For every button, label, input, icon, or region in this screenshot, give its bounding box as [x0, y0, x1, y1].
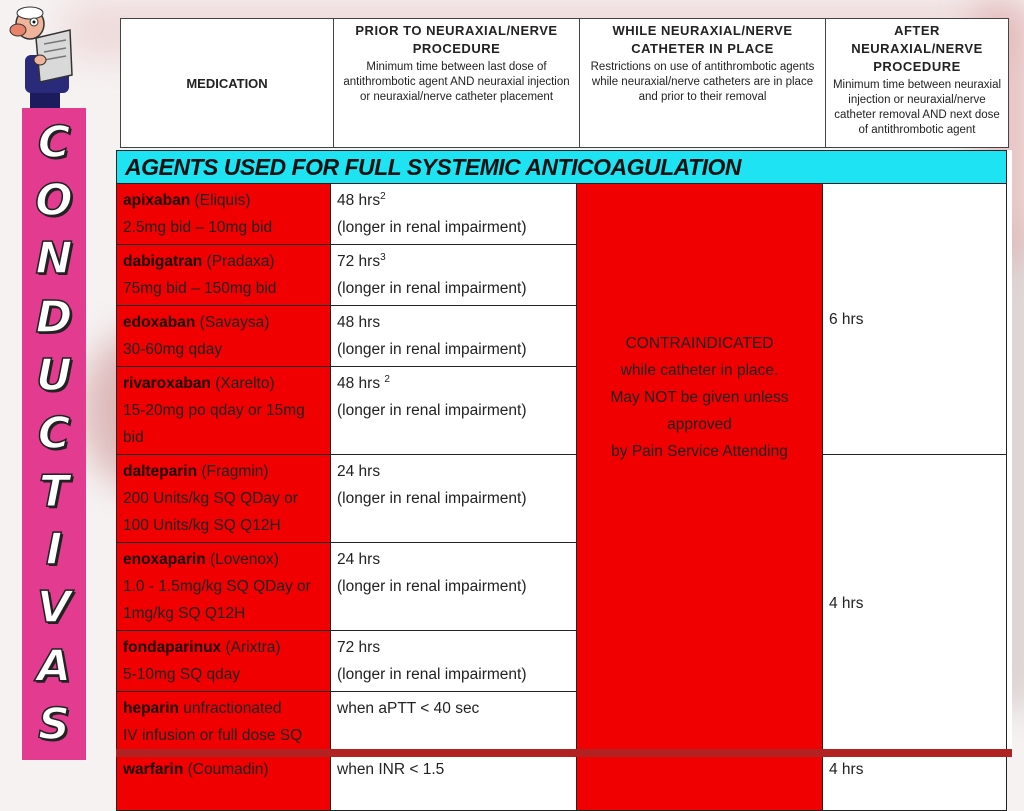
prior-time: 48 hrs — [337, 375, 385, 392]
prior-cell — [331, 692, 577, 753]
prior-header — [334, 19, 580, 148]
title-letter: S — [38, 698, 70, 750]
drug-name: dabigatran — [123, 253, 203, 270]
title-letter: O — [35, 175, 73, 227]
title-letter: A — [36, 640, 72, 692]
prior-note: (longer in renal impairment) — [337, 219, 527, 236]
prior-cell — [331, 455, 577, 543]
prior-note: (longer in renal impairment) — [337, 402, 527, 419]
anticoagulation-table — [116, 150, 1007, 811]
after-cell-warfarin — [823, 753, 1007, 811]
drug-brand: (Lovenox) — [205, 551, 279, 568]
table-row — [117, 753, 1007, 811]
drug-dose: 15-20mg po qday or 15mg bid — [123, 402, 305, 446]
prior-note: (longer in renal impairment) — [337, 341, 527, 358]
drug-cell — [117, 306, 331, 367]
table-row — [117, 184, 1007, 245]
drug-brand: (Xarelto) — [210, 375, 275, 392]
table-row — [117, 455, 1007, 543]
title-letter: C — [37, 407, 71, 459]
drug-cell — [117, 692, 331, 753]
title-letter: I — [45, 524, 63, 576]
prior-time: 48 hrs — [337, 192, 381, 209]
contra-line1: CONTRAINDICATED — [625, 334, 774, 352]
prior-time: 24 hrs — [337, 551, 381, 568]
drug-name: enoxaparin — [123, 551, 206, 568]
drug-brand: unfractionated — [178, 700, 282, 717]
prior-cell — [331, 367, 577, 455]
title-letter: U — [36, 349, 72, 401]
prior-cell — [331, 631, 577, 692]
drug-name: rivaroxaban — [123, 375, 211, 392]
prior-time: 72 hrs — [337, 253, 381, 270]
title-letter: T — [38, 466, 69, 518]
title-letter: V — [36, 582, 72, 634]
contra-line2: while catheter in place. — [620, 361, 779, 379]
drug-dose-alt: 1mg/kg SQ Q12H — [123, 605, 246, 622]
drug-cell — [117, 184, 331, 245]
while-header-title: WHILE NEURAXIAL/NERVE CATHETER IN PLACE — [612, 23, 793, 56]
drug-dose: 200 Units/kg SQ QDay or — [123, 490, 298, 507]
after-cell-group2 — [823, 455, 1007, 753]
prior-cell — [331, 245, 577, 306]
prior-cell — [331, 543, 577, 631]
drug-cell — [117, 753, 331, 811]
prior-time: 72 hrs — [337, 639, 381, 656]
drug-brand: (Arixtra) — [221, 639, 281, 656]
section-header-row — [117, 151, 1007, 184]
prior-time: when INR < 1.5 — [337, 761, 445, 778]
drug-dose: 30-60mg qday — [123, 341, 223, 358]
prior-time: 48 hrs — [337, 314, 381, 331]
drug-brand: (Fragmin) — [197, 463, 269, 480]
section-title: AGENTS USED FOR FULL SYSTEMIC ANTICOAGULATION — [117, 151, 1007, 184]
after-time: 6 hrs — [829, 310, 864, 328]
while-header-sub: Restrictions on use of antithrombotic agents while neuraxial/nerve catheters are in place and prior to their removal — [590, 61, 815, 103]
drug-brand: (Eliquis) — [190, 192, 251, 209]
after-cell-group1 — [823, 184, 1007, 455]
prior-cell — [331, 753, 577, 811]
after-header-sub: Minimum time between neuraxial injection or neuraxial/nerve catheter removal AND next dose of antithrombotic agent — [832, 79, 1002, 136]
drug-dose-alt: 100 Units/kg SQ Q12H — [123, 517, 281, 534]
drug-name: fondaparinux — [123, 639, 222, 656]
after-time: 4 hrs — [829, 761, 864, 778]
drug-cell — [117, 455, 331, 543]
drug-name: heparin — [123, 700, 179, 717]
drug-cell — [117, 543, 331, 631]
prior-header-sub: Minimum time between last dose of antithrombotic agent AND neuraxial injection or neuraxial/nerve catheter placement — [343, 61, 570, 103]
after-header — [826, 19, 1009, 148]
prior-time: when aPTT < 40 sec — [337, 700, 480, 717]
bottom-bar — [116, 749, 1012, 757]
contra-line4: by Pain Service Attending — [611, 442, 788, 460]
mascot-reading-icon — [0, 0, 90, 108]
prior-note: (longer in renal impairment) — [337, 490, 527, 507]
drug-dose: 2.5mg bid – 10mg bid — [123, 219, 273, 236]
drug-cell — [117, 631, 331, 692]
drug-cell — [117, 367, 331, 455]
drug-name: dalteparin — [123, 463, 198, 480]
drug-name: apixaban — [123, 192, 191, 209]
after-time: 4 hrs — [829, 595, 864, 612]
prior-header-title: PRIOR TO NEURAXIAL/NERVE PROCEDURE — [355, 23, 558, 56]
while-header — [580, 19, 826, 148]
drug-brand: (Coumadin) — [183, 761, 269, 778]
medication-header — [121, 19, 334, 148]
drug-dose: 1.0 - 1.5mg/kg SQ QDay or — [123, 578, 311, 595]
after-header-title: AFTER NEURAXIAL/NERVE PROCEDURE — [851, 23, 983, 74]
prior-cell — [331, 306, 577, 367]
header-table — [120, 18, 1009, 148]
prior-note: (longer in renal impairment) — [337, 578, 527, 595]
prior-note: (longer in renal impairment) — [337, 666, 527, 683]
title-letter: D — [35, 291, 73, 343]
footnote-ref: 3 — [380, 251, 386, 263]
drug-dose: IV infusion or full dose SQ — [123, 727, 303, 744]
drug-brand: (Savaysa) — [195, 314, 270, 331]
drug-name: warfarin — [123, 761, 184, 778]
contra-line3: May NOT be given unless approved — [610, 388, 789, 433]
drug-dose: 75mg bid – 150mg bid — [123, 280, 277, 297]
anticoagulation-table-container — [116, 150, 1012, 778]
medication-header-label: MEDICATION — [186, 75, 268, 91]
vertical-title — [22, 108, 86, 760]
footnote-ref: 2 — [384, 373, 390, 385]
drug-cell — [117, 245, 331, 306]
prior-note: (longer in renal impairment) — [337, 280, 527, 297]
drug-dose: 5-10mg SQ qday — [123, 666, 241, 683]
prior-time: 24 hrs — [337, 463, 381, 480]
title-letter: C — [37, 117, 71, 169]
footnote-ref: 2 — [380, 190, 386, 202]
drug-brand: (Pradaxa) — [202, 253, 275, 270]
title-letter: N — [35, 233, 73, 285]
prior-cell — [331, 184, 577, 245]
drug-name: edoxaban — [123, 314, 196, 331]
contraindicated-cell — [577, 184, 823, 811]
